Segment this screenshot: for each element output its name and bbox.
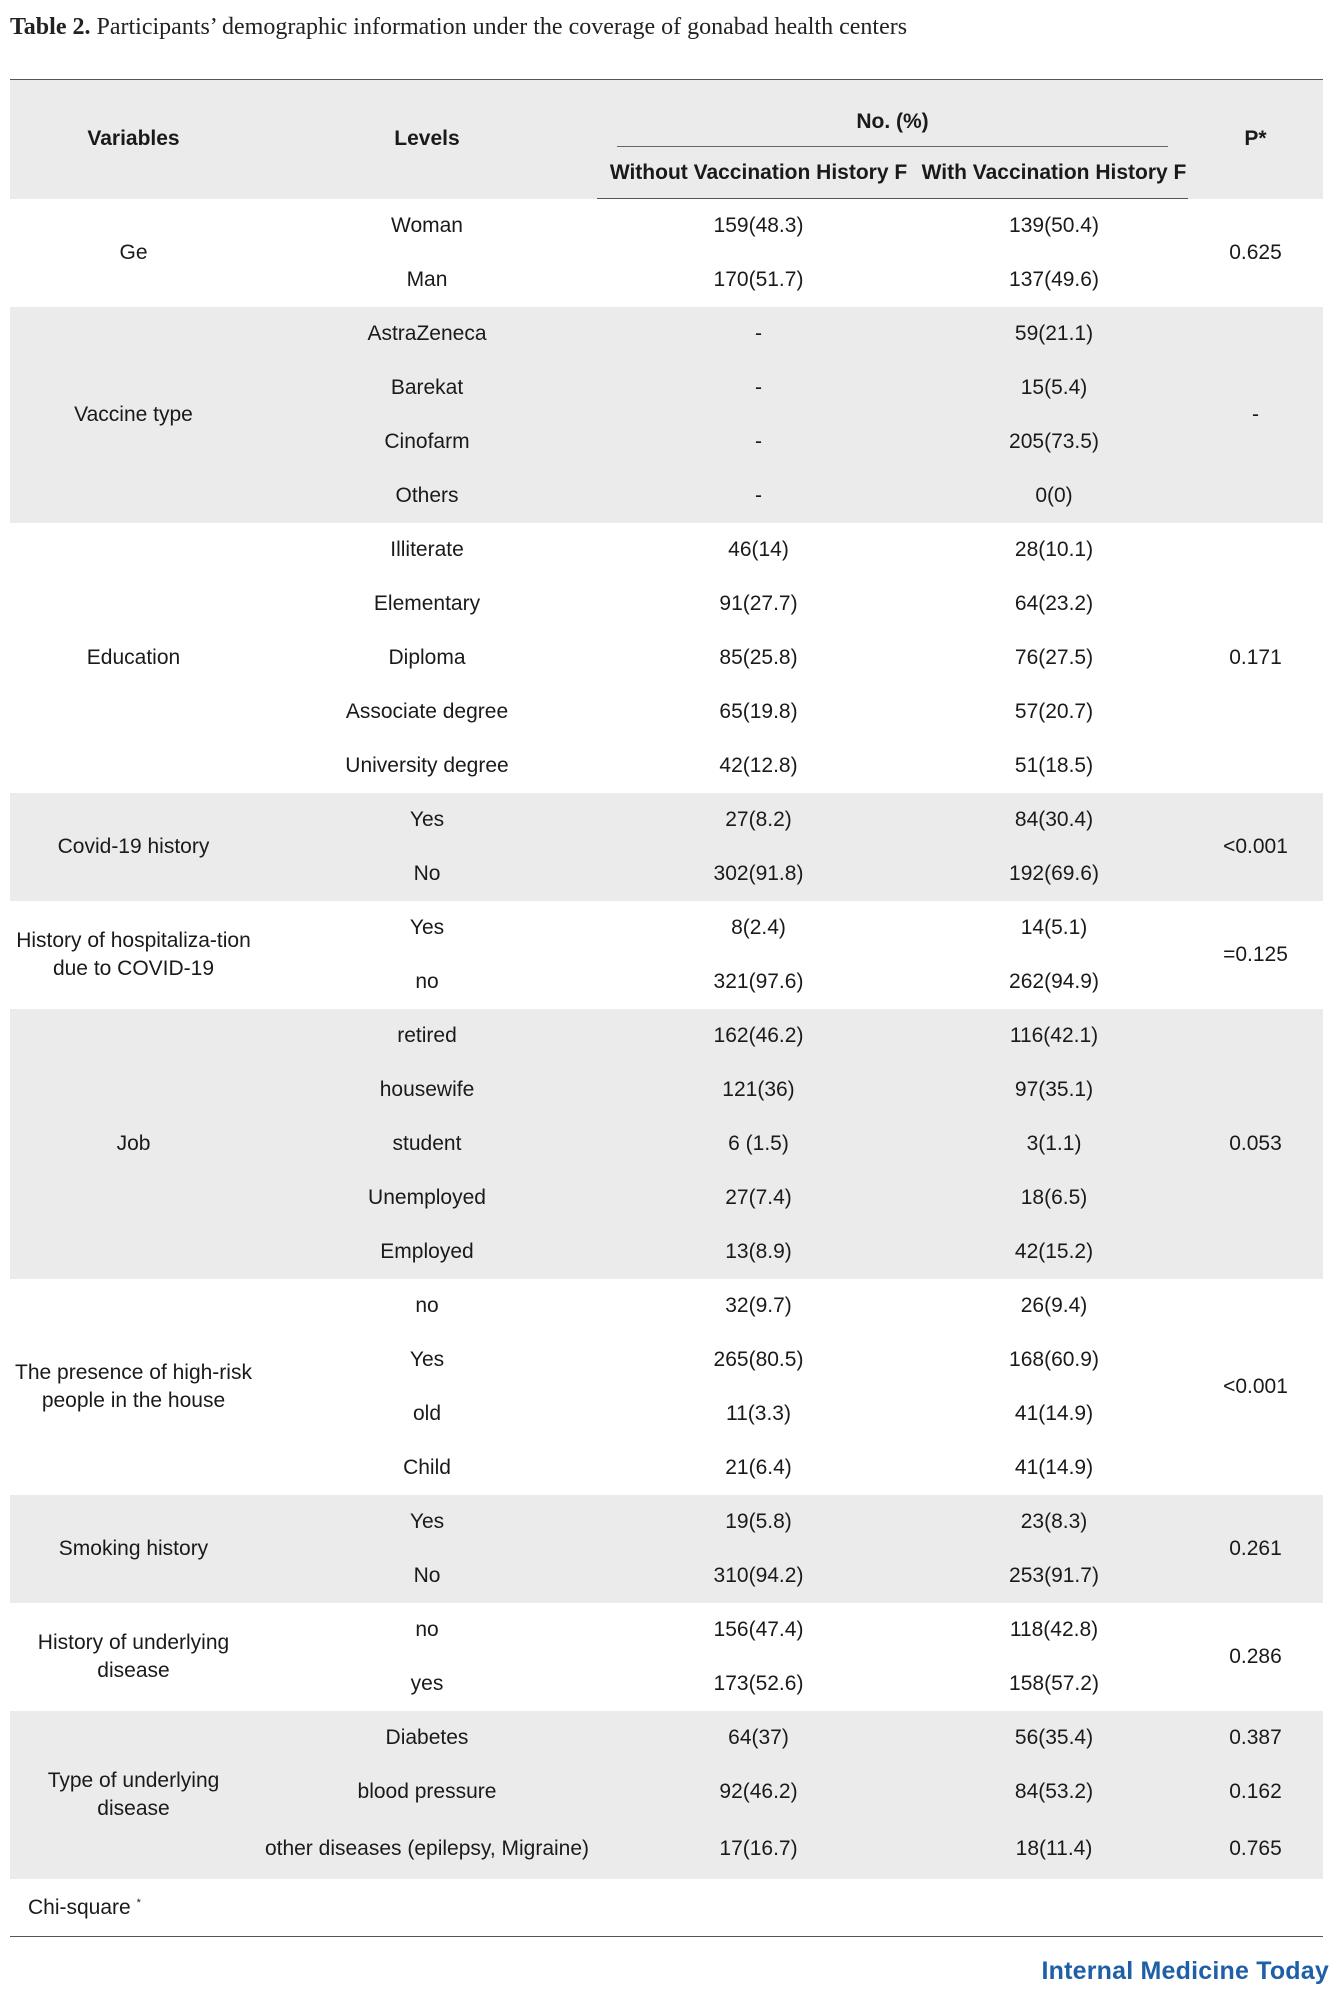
p-value-cell: 0.765 [1188,1819,1323,1879]
with-cell: 253(91.7) [920,1549,1188,1603]
without-cell: - [597,469,920,523]
without-cell: 92(46.2) [597,1765,920,1819]
p-value-cell: 0.286 [1188,1603,1323,1711]
without-cell: 21(6.4) [597,1441,920,1495]
with-cell: 41(14.9) [920,1441,1188,1495]
without-cell: 32(9.7) [597,1279,920,1333]
variable-cell: Smoking history [10,1495,257,1603]
header-levels: Levels [257,80,597,199]
journal-brand: Internal Medicine Today [1041,1957,1329,1985]
table-label: Table 2. [10,14,91,40]
with-cell: 84(53.2) [920,1765,1188,1819]
table-row [10,1009,1323,1063]
level-cell: Yes [257,1333,597,1387]
table-row [10,1495,1323,1549]
variable-cell: The presence of high-risk people in the house [10,1279,257,1495]
level-cell: Diploma [257,631,597,685]
table-row [10,1279,1323,1333]
table-row [10,901,1323,955]
level-cell: Child [257,1441,597,1495]
level-cell: no [257,1603,597,1657]
p-value-cell: 0.625 [1188,199,1323,308]
level-cell: Man [257,253,597,307]
without-cell: 265(80.5) [597,1333,920,1387]
level-cell: blood pressure [257,1765,597,1819]
level-cell: no [257,955,597,1009]
level-cell: housewife [257,1063,597,1117]
level-cell: Barekat [257,361,597,415]
level-cell: Yes [257,901,597,955]
level-cell: No [257,1549,597,1603]
with-cell: 158(57.2) [920,1657,1188,1711]
with-cell: 118(42.8) [920,1603,1188,1657]
level-cell: retired [257,1009,597,1063]
footnote-mark: * [136,1896,141,1909]
level-cell: University degree [257,739,597,793]
without-cell: 64(37) [597,1711,920,1765]
with-cell: 192(69.6) [920,847,1188,901]
table-row [10,523,1323,577]
table-caption [10,14,907,41]
without-cell: 302(91.8) [597,847,920,901]
table-body [10,199,1323,1880]
table-row [10,1603,1323,1657]
with-cell: 116(42.1) [920,1009,1188,1063]
level-cell: Cinofarm [257,415,597,469]
without-cell: 156(47.4) [597,1603,920,1657]
table-footnote [10,1879,1323,1937]
without-cell: 121(36) [597,1063,920,1117]
without-cell: 27(8.2) [597,793,920,847]
without-cell: 46(14) [597,523,920,577]
header-variables: Variables [10,80,257,199]
without-cell: 170(51.7) [597,253,920,307]
with-cell: 42(15.2) [920,1225,1188,1279]
variable-cell: History of underlying disease [10,1603,257,1711]
variable-cell: Job [10,1009,257,1279]
header-without: Without Vaccination History F [597,147,920,199]
with-cell: 205(73.5) [920,415,1188,469]
without-cell: 91(27.7) [597,577,920,631]
level-cell: no [257,1279,597,1333]
table-row [10,199,1323,254]
footnote-text: Chi-square [28,1895,131,1919]
level-cell: Woman [257,199,597,254]
table-row [10,793,1323,847]
with-cell: 168(60.9) [920,1333,1188,1387]
with-cell: 0(0) [920,469,1188,523]
without-cell: - [597,361,920,415]
p-value-cell: 0.387 [1188,1711,1323,1765]
header-with: With Vaccination History F [920,147,1188,199]
variable-cell: Type of underlying disease [10,1711,257,1879]
variable-cell: Ge [10,199,257,308]
with-cell: 59(21.1) [920,307,1188,361]
without-cell: - [597,415,920,469]
with-cell: 64(23.2) [920,577,1188,631]
without-cell: - [597,307,920,361]
without-cell: 159(48.3) [597,199,920,254]
level-cell: Diabetes [257,1711,597,1765]
without-cell: 8(2.4) [597,901,920,955]
table-title: Participants’ demographic information under the coverage of gonabad health centers [96,14,908,40]
level-cell: Others [257,469,597,523]
with-cell: 14(5.1) [920,901,1188,955]
header-group [597,80,1188,148]
without-cell: 65(19.8) [597,685,920,739]
without-cell: 173(52.6) [597,1657,920,1711]
with-cell: 26(9.4) [920,1279,1188,1333]
with-cell: 76(27.5) [920,631,1188,685]
with-cell: 23(8.3) [920,1495,1188,1549]
p-value-cell: 0.171 [1188,523,1323,793]
without-cell: 85(25.8) [597,631,920,685]
table-row [10,1711,1323,1765]
table-header [10,80,1323,199]
level-cell: Yes [257,793,597,847]
variable-cell: Education [10,523,257,793]
without-cell: 11(3.3) [597,1387,920,1441]
with-cell: 51(18.5) [920,739,1188,793]
level-cell: AstraZeneca [257,307,597,361]
level-cell: Unemployed [257,1171,597,1225]
level-cell: old [257,1387,597,1441]
variable-cell: Covid-19 history [10,793,257,901]
with-cell: 57(20.7) [920,685,1188,739]
level-cell: Employed [257,1225,597,1279]
with-cell: 139(50.4) [920,199,1188,254]
without-cell: 310(94.2) [597,1549,920,1603]
with-cell: 84(30.4) [920,793,1188,847]
with-cell: 15(5.4) [920,361,1188,415]
with-cell: 18(6.5) [920,1171,1188,1225]
p-value-cell: 0.162 [1188,1765,1323,1819]
without-cell: 27(7.4) [597,1171,920,1225]
variable-cell: History of hospitaliza-tion due to COVID-19 [10,901,257,1009]
variable-cell: Vaccine type [10,307,257,523]
with-cell: 262(94.9) [920,955,1188,1009]
with-cell: 28(10.1) [920,523,1188,577]
without-cell: 13(8.9) [597,1225,920,1279]
level-cell: Illiterate [257,523,597,577]
p-value-cell: <0.001 [1188,793,1323,901]
p-value-cell: - [1188,307,1323,523]
header-p: P* [1188,80,1323,199]
with-cell: 18(11.4) [920,1819,1188,1879]
without-cell: 6 (1.5) [597,1117,920,1171]
without-cell: 321(97.6) [597,955,920,1009]
without-cell: 17(16.7) [597,1819,920,1879]
p-value-cell: 0.053 [1188,1009,1323,1279]
p-value-cell: 0.261 [1188,1495,1323,1603]
header-group-label: No. (%) [617,110,1168,147]
without-cell: 19(5.8) [597,1495,920,1549]
table-row [10,307,1323,361]
level-cell: student [257,1117,597,1171]
demographic-table [10,79,1323,1937]
level-cell: Elementary [257,577,597,631]
level-cell: Yes [257,1495,597,1549]
with-cell: 137(49.6) [920,253,1188,307]
table-container [10,79,1323,1937]
without-cell: 162(46.2) [597,1009,920,1063]
with-cell: 41(14.9) [920,1387,1188,1441]
level-cell: Associate degree [257,685,597,739]
p-value-cell: <0.001 [1188,1279,1323,1495]
with-cell: 56(35.4) [920,1711,1188,1765]
level-cell: yes [257,1657,597,1711]
p-value-cell: =0.125 [1188,901,1323,1009]
with-cell: 3(1.1) [920,1117,1188,1171]
with-cell: 97(35.1) [920,1063,1188,1117]
level-cell: No [257,847,597,901]
level-cell: other diseases (epilepsy, Migraine) [257,1819,597,1879]
without-cell: 42(12.8) [597,739,920,793]
